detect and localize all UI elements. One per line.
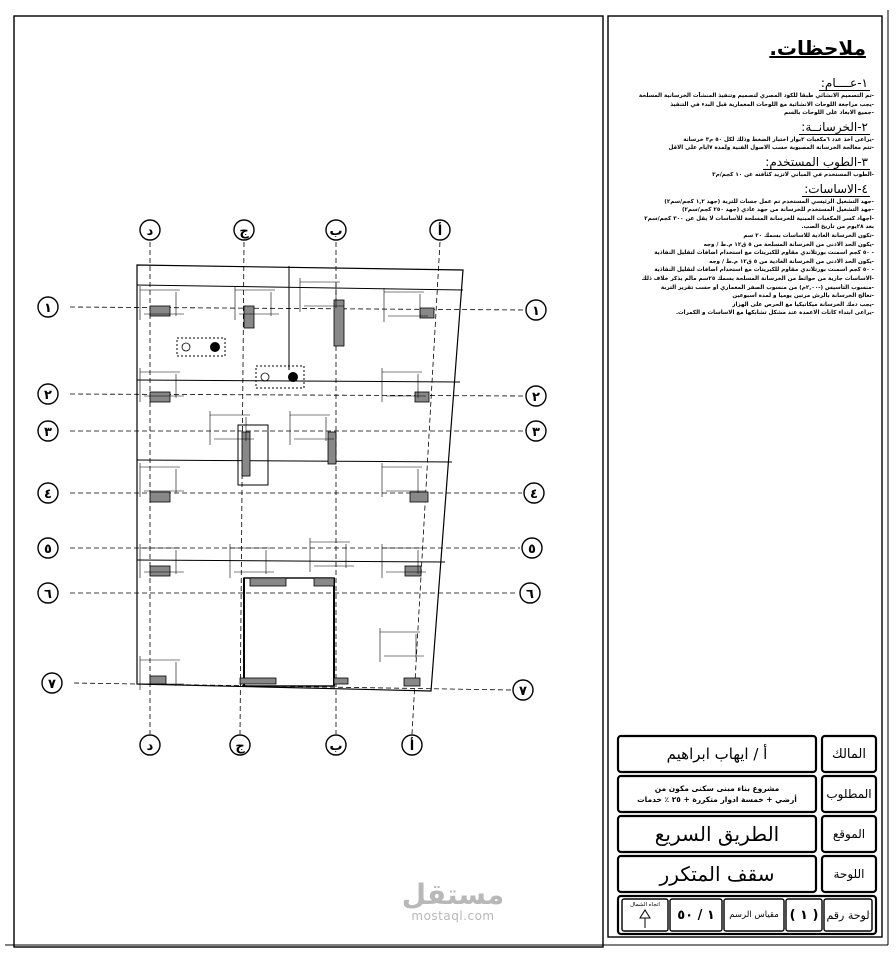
notes-section-bricks [612, 155, 874, 180]
note-line: -يراعى أخذ عدد ٦مكعبات ٢بوار اختبار الضغط وذلك لكل ٥٠ م٣ خرسانة [683, 136, 874, 143]
required-label: المطلوب [826, 787, 872, 801]
column-section [150, 676, 166, 684]
svg-text:٦: ٦ [526, 587, 534, 602]
svg-text:٢: ٢ [532, 390, 540, 405]
required-value [618, 776, 816, 812]
note-line: -جميع الابعاد على اللوحات بالسم [783, 110, 874, 117]
notes-section-foundations [612, 182, 874, 318]
column-section [150, 566, 170, 576]
notes-section-concrete [612, 120, 874, 153]
grid-bubble-column [234, 220, 254, 240]
watermark-arabic: مستقل [401, 878, 505, 911]
outer-frame [14, 16, 603, 947]
svg-text:ب: ب [329, 224, 343, 239]
notes-section-general [612, 76, 874, 118]
grid-bubble-row [526, 300, 546, 320]
grid-bubble-column [326, 735, 346, 755]
section-heading: ٤-الاساسات: [804, 181, 868, 196]
svg-text:٤: ٤ [44, 487, 52, 502]
svg-text:ج: ج [235, 739, 245, 754]
svg-text:٤: ٤ [530, 487, 538, 502]
grid-bubbles [38, 220, 546, 755]
beams [137, 266, 463, 686]
plan-outline [137, 265, 463, 691]
column-section [410, 492, 428, 502]
column-section [404, 678, 420, 686]
svg-text:ج: ج [239, 224, 249, 239]
note-line: -يكون الحد الادنى من الخرسانة العادية من ٥ ق١٢ م.ط / وجه [709, 258, 874, 265]
grid-bubble-row [38, 421, 58, 441]
column-section [405, 566, 421, 576]
opening-symbols [182, 342, 298, 382]
note-line: بعد ٢٨يوم من تاريخ الصب. [801, 224, 874, 231]
required-line-2: أرضي + خمسة ادوار متكررة + ٢٥ ٪ خدمات [637, 795, 797, 804]
svg-text:ب: ب [329, 739, 343, 754]
grid-bubble-row [520, 583, 540, 603]
column-section [415, 392, 429, 402]
svg-text:٦: ٦ [44, 587, 52, 602]
note-line: -جهد التشغيل الرئيسي المستخدم تم عمل جسات للتربة (جهد ١,٢ كجم/سم٢) [664, 198, 874, 205]
column-section [240, 678, 276, 684]
grid-bubble-column [430, 220, 450, 240]
svg-text:٧: ٧ [48, 677, 56, 692]
svg-text:٧: ٧ [519, 684, 527, 699]
column-section [334, 300, 344, 346]
note-line: - ٥٠ كجم اسمنت بورتلاندي مقاوم للكبريتات مع استخدام اضافات لتقليل النفاذية [654, 267, 874, 274]
grid-bubble-column [140, 735, 160, 755]
owner-label: المالك [832, 746, 866, 762]
note-line: -الطوب المستخدم في المباني لاتزيد كثافته عن ١٠ كجم/م٣ [712, 171, 874, 178]
note-line: -جهد التشغيل المستخدم للخرسانة من جهد عادي (جهد ٢٥٠ كجم/سم٢) [681, 207, 874, 214]
svg-text:٣: ٣ [44, 425, 52, 440]
watermark-latin: mostaql.com [411, 909, 495, 923]
column-section [328, 432, 336, 464]
grid-bubble-row [522, 538, 542, 558]
column-section [150, 392, 170, 402]
scale-label: مقياس الرسم [729, 910, 779, 920]
required-line-1: مشروع بناء مبنى سكنى مكون من [654, 784, 780, 793]
grid-bubble-row [513, 680, 533, 700]
grid-bubble-row [526, 421, 546, 441]
svg-text:د: د [146, 739, 154, 754]
grid-bubble-column [230, 735, 250, 755]
column-section [250, 578, 286, 586]
svg-text:د: د [146, 224, 154, 239]
dimension-annotations [140, 278, 428, 690]
grid-bubble-row [524, 483, 544, 503]
grid-bubble-row [38, 483, 58, 503]
watermark [398, 880, 508, 922]
svg-text:٥: ٥ [44, 542, 52, 557]
svg-text:٥: ٥ [528, 542, 536, 557]
grid-bubble-column [140, 220, 160, 240]
location-label: الموقع [832, 827, 866, 841]
note-line: -تكون الخرسانة العادية للاساسات بسمك ٢٠ سم [743, 232, 874, 239]
svg-text:٢: ٢ [44, 388, 52, 403]
note-line: -تعالج الخرسانة بالرش مرتين يوميا و لمدة أسبوعين [732, 293, 874, 300]
sheet-number-value: ( ١ ) [789, 907, 819, 923]
grid-bubble-row [38, 384, 58, 404]
north-label: اتجاه الشمال [630, 902, 660, 908]
drawing-value: سقف المتكرر [659, 862, 775, 886]
svg-text:١: ١ [44, 301, 52, 316]
grid-bubble-column [326, 220, 346, 240]
grid-lines [70, 242, 524, 734]
section-heading: ٢-الخرسانــة: [801, 119, 868, 134]
note-line: -يكون الحد الادنى من الخرسانة المسلحة من ٥ ق١٢ م.ط / وجه [703, 241, 874, 248]
location-value: الطريق السريع [654, 822, 780, 846]
grid-bubble-row [38, 583, 58, 603]
note-line: - ٥٠ كجم اسمنت بورتلاندي مقاوم للكبريتات مع استخدام اضافات لتقليل النفاذية [654, 250, 874, 257]
grid-bubble-row [38, 538, 58, 558]
notes-title: ملاحظات. [769, 36, 866, 60]
sheet-number-label: لوحة رقم [826, 908, 870, 922]
column-section [150, 492, 170, 502]
note-line: -يجب دمك الخرسانة ميكانيكيا مع الحرص على الهزاز [732, 301, 874, 308]
svg-text:أ: أ [437, 224, 443, 239]
column-section [334, 678, 348, 684]
floor-plan [70, 242, 524, 734]
column-section [314, 578, 334, 586]
note-line: -يراعى ابتداء كانات الاعمدة عند مشكل تشابكها مع الاساسات و الكمرات. [675, 310, 874, 317]
grid-bubble-row [38, 297, 58, 317]
note-line: -تم التصميم الانشائي طبقا للكود المصري لتصميم وتنفيذ المنشآت الخرسانية المسلحة [638, 93, 874, 99]
grid-bubble-row [526, 386, 546, 406]
grid-bubble-column [402, 735, 422, 755]
north-arrow-icon [622, 910, 668, 930]
note-line: -اجهاد كسر المكعبات المبنية للخرسانة المسلحة للأساسات لا يقل عن ٣٠٠ كجم/سم٢ [644, 215, 874, 222]
section-heading: ١-عــــام: [820, 76, 868, 90]
section-heading: ٣-الطوب المستخدم: [765, 154, 868, 169]
svg-text:أ: أ [409, 739, 415, 754]
drawing-label: اللوحة [833, 867, 865, 881]
svg-text:١: ١ [532, 304, 540, 319]
column-section [420, 308, 434, 318]
note-line: -الاساسات جارية من حوائط من الخرسانة المسلحة بسمك ٢٥سم مالم يذكر خلاف ذلك [641, 275, 874, 282]
column-section [150, 306, 170, 316]
grid-bubble-row [42, 673, 62, 693]
note-line: -يجب مراجعة اللوحات الانشائية مع اللوحات المعمارية قبل البدء في التنفيذ [670, 101, 874, 108]
svg-text:٣: ٣ [532, 425, 540, 440]
scale-value: ١ / ٥٠ [677, 907, 715, 923]
notes-panel [612, 30, 874, 318]
column-section [244, 306, 254, 328]
note-line: -تتم معالجة الخرسانة المصبوبة حسب الاصول الفنية ولمدة ٧ايام على الاقل [668, 145, 874, 152]
owner-value: أ / ايهاب ابراهيم [666, 745, 768, 763]
note-line: -منسوب التأسيس (-٢,٠٠م) من منسوب الصفر المعماري أو حسب تقرير التربة [660, 284, 874, 291]
